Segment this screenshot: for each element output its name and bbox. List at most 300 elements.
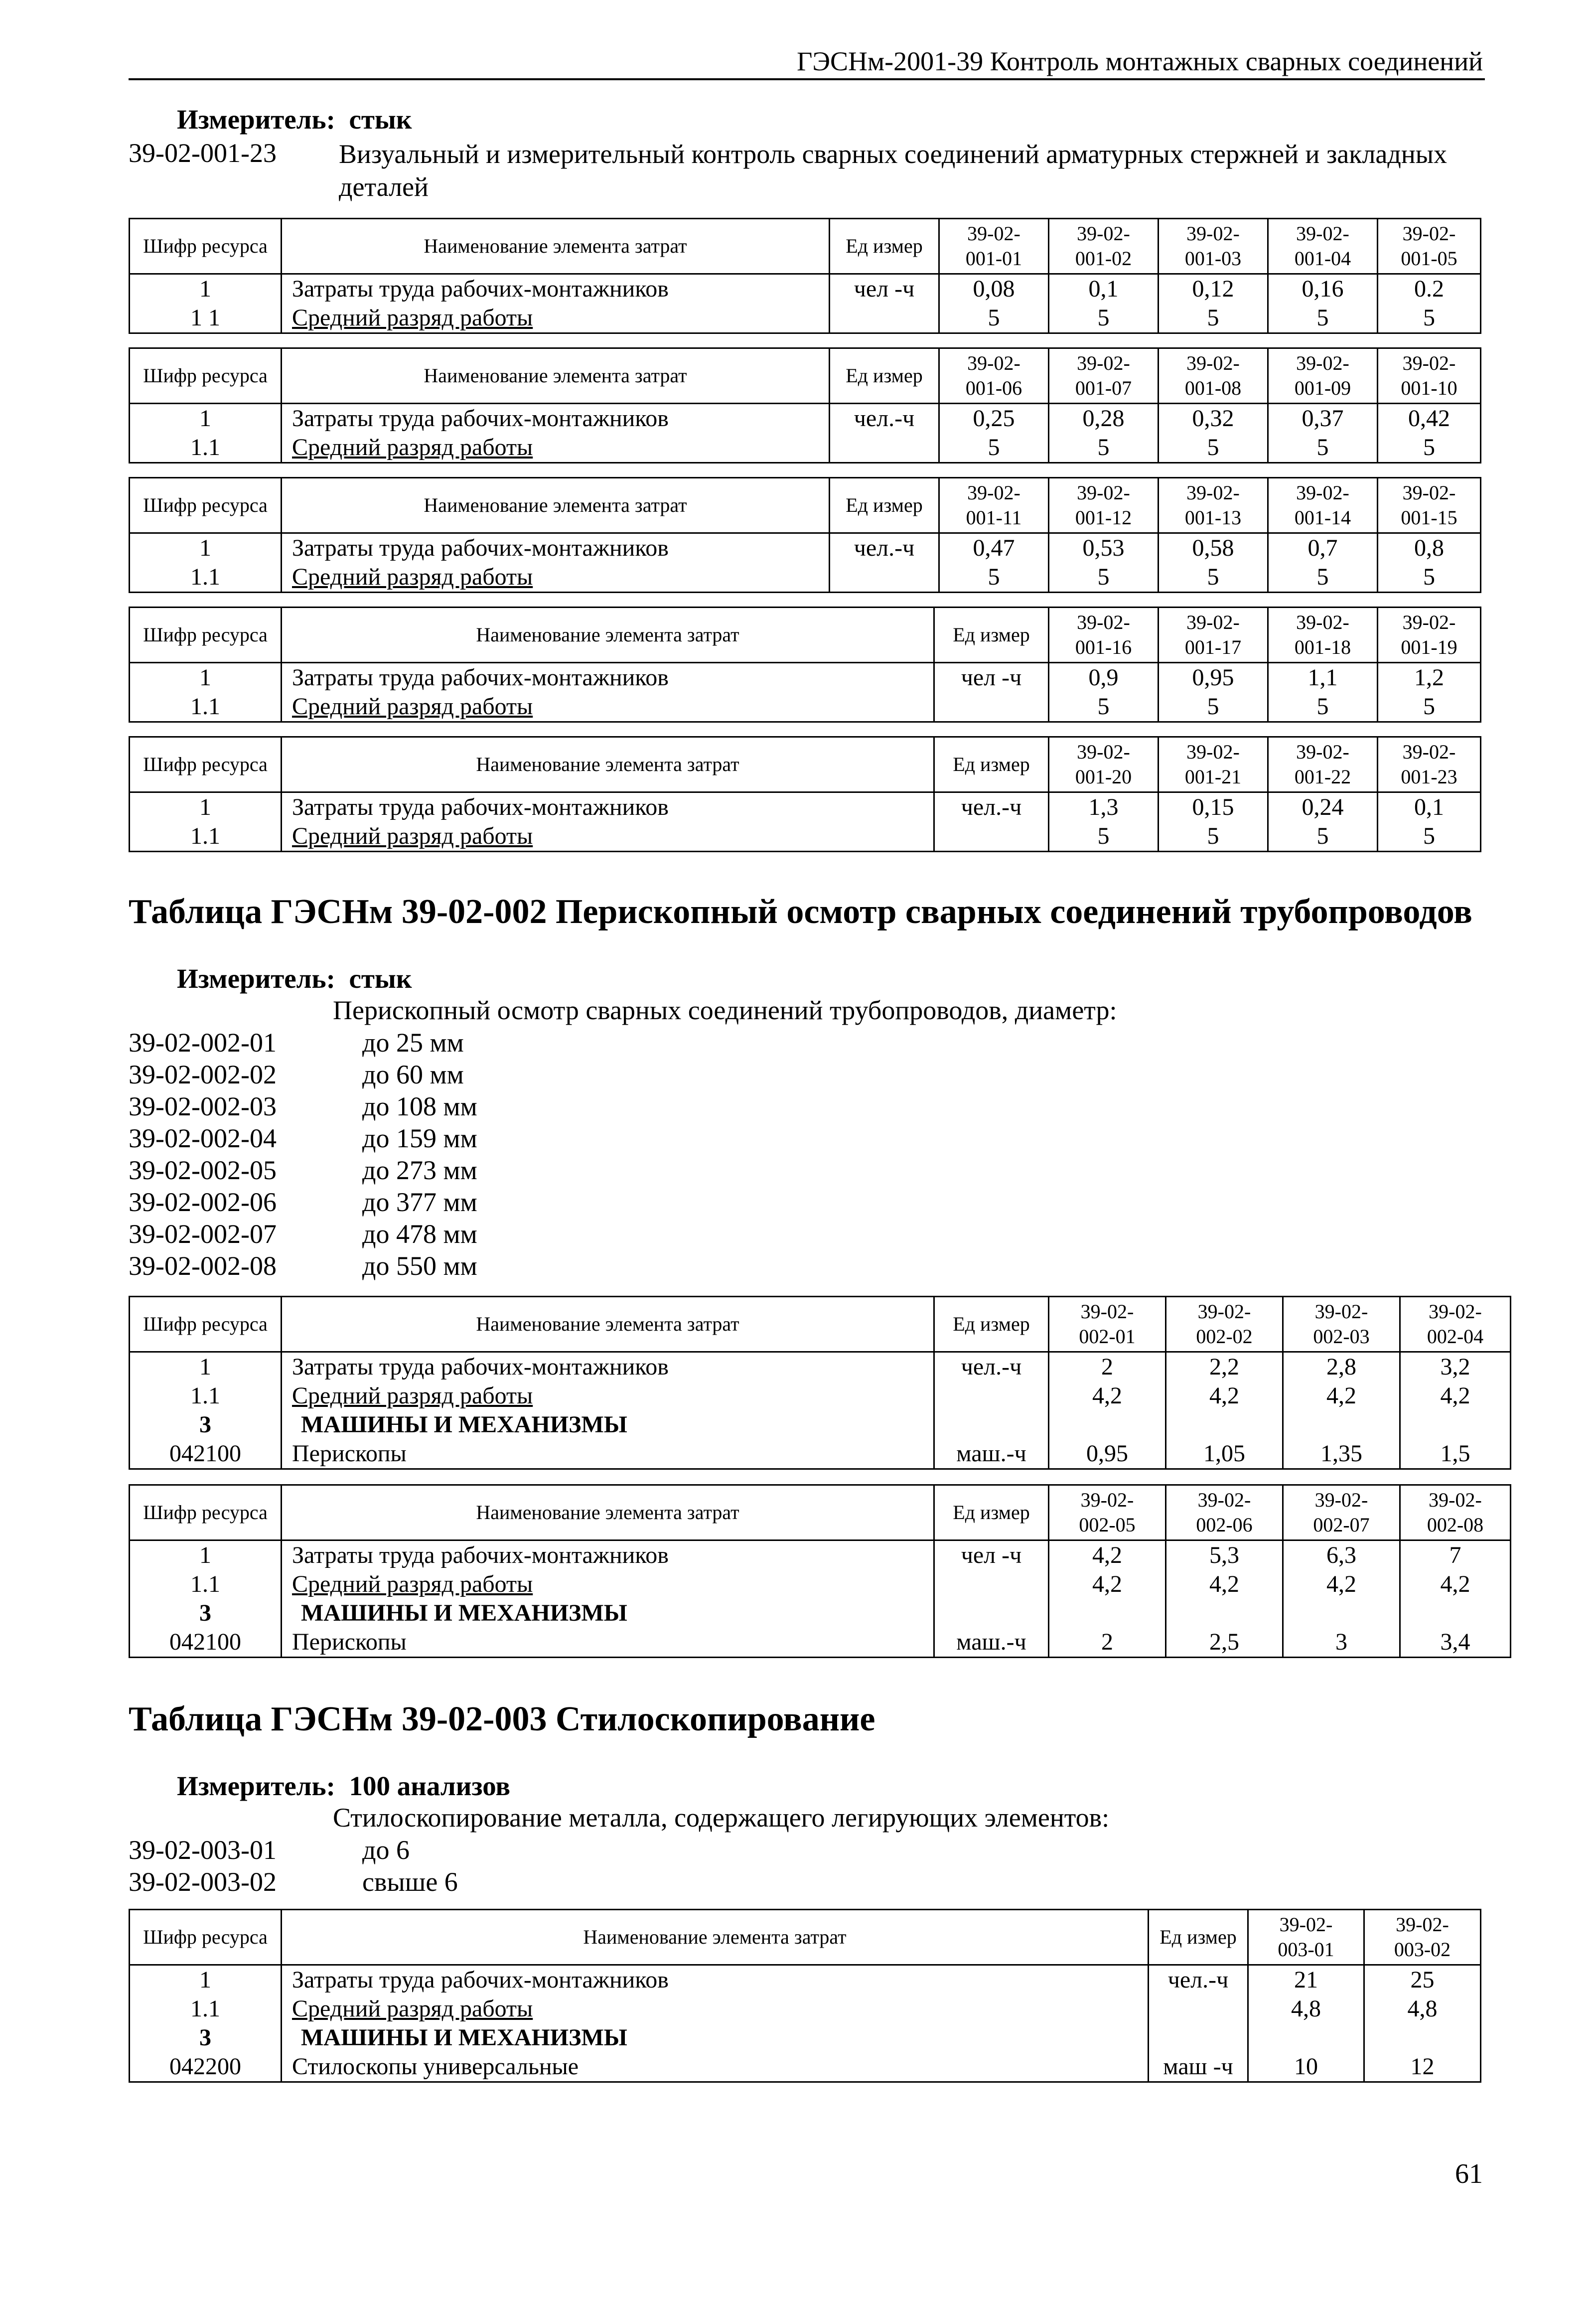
header-resource-code: Шифр ресурса — [130, 219, 282, 274]
norm-code-bottom: 002-02 — [1196, 1325, 1253, 1348]
unit — [934, 1410, 1049, 1439]
header-resource-code: Шифр ресурса — [130, 348, 282, 404]
resource-code: 1.1 — [130, 1570, 282, 1599]
norm-value: 5 — [939, 563, 1049, 593]
meter-value: стык — [349, 104, 412, 135]
norm-value: 5 — [1268, 692, 1378, 722]
list-item-text: до 60 мм — [362, 1060, 464, 1089]
norm-value: 0,47 — [939, 533, 1049, 563]
header-unit: Ед измер — [934, 608, 1049, 663]
norm-code-bottom: 002-01 — [1079, 1325, 1136, 1348]
group-heading: МАШИНЫ И МЕХАНИЗМЫ — [282, 1410, 934, 1439]
norm-code-top: 39-02- — [967, 352, 1020, 374]
element-name: Средний разряд работы — [282, 304, 830, 333]
norm-code-bottom: 001-10 — [1401, 377, 1457, 399]
element-name: Средний разряд работы — [282, 822, 934, 852]
header-resource-code: Шифр ресурса — [130, 1910, 282, 1965]
unit: маш.-ч — [934, 1628, 1049, 1658]
header-element-name: Наименование элемента затрат — [282, 478, 830, 533]
norm-value: 2,2 — [1166, 1352, 1283, 1382]
norm-code-bottom: 001-11 — [966, 506, 1022, 529]
meter-label: Измеритель: — [177, 963, 335, 994]
norm-value: 5 — [939, 433, 1049, 463]
header-resource-code: Шифр ресурса — [130, 1297, 282, 1352]
norm-value: 4,2 — [1283, 1570, 1400, 1599]
norm-value: 1,2 — [1378, 663, 1481, 693]
header-norm-code — [1049, 478, 1159, 533]
norm-value: 5 — [1159, 563, 1268, 593]
norm-value: 4,2 — [1166, 1381, 1283, 1410]
element-name: Затраты труда рабочих-монтажников — [282, 1352, 934, 1382]
norm-value: 12 — [1364, 2052, 1481, 2082]
norm-value — [1049, 1599, 1166, 1628]
element-name: Затраты труда рабочих-монтажников — [282, 533, 830, 563]
norm-code-bottom: 001-13 — [1184, 506, 1242, 529]
list-item-code: 39-02-003-02 — [129, 1867, 277, 1897]
element-name: Перископы — [282, 1628, 934, 1658]
norm-value: 2 — [1049, 1628, 1166, 1658]
norm-value: 5 — [1159, 692, 1268, 722]
header-resource-code: Шифр ресурса — [130, 608, 282, 663]
norms-table — [129, 1484, 1511, 1658]
norm-value: 0,8 — [1378, 533, 1481, 563]
norm-value: 0,37 — [1268, 404, 1378, 434]
element-name: Перископы — [282, 1439, 934, 1469]
norms-table — [129, 218, 1481, 334]
norm-code-bottom: 001-02 — [1075, 247, 1132, 270]
table-row — [130, 1965, 1481, 1995]
norm-value: 0,1 — [1049, 274, 1159, 304]
resource-code: 1.1 — [130, 692, 282, 722]
unit — [830, 563, 939, 593]
header-norm-code — [1049, 1485, 1166, 1540]
table-row — [130, 1381, 1511, 1410]
norm-code-top: 39-02- — [967, 222, 1020, 245]
header-norm-code — [1049, 737, 1159, 792]
table-row — [130, 433, 1481, 463]
norms-table — [129, 1296, 1511, 1470]
unit — [934, 1381, 1049, 1410]
norm-code-bottom: 002-05 — [1079, 1514, 1136, 1536]
list-item-code: 39-02-002-04 — [129, 1123, 277, 1153]
norm-code-bottom: 002-08 — [1427, 1514, 1484, 1536]
norm-code-top: 39-02- — [1077, 481, 1130, 504]
table-row — [130, 2052, 1481, 2082]
norm-value: 6,3 — [1283, 1540, 1400, 1570]
table-row — [130, 1599, 1511, 1628]
norm-value: 0,1 — [1378, 792, 1481, 822]
unit: чел.-ч — [934, 1352, 1049, 1382]
norm-value: 2,5 — [1166, 1628, 1283, 1658]
norm-value: 5 — [1378, 692, 1481, 722]
norm-code-top: 39-02- — [1429, 1300, 1482, 1323]
norm-code-top: 39-02- — [1296, 222, 1349, 245]
resource-code: 042100 — [130, 1439, 282, 1469]
resource-code: 1 1 — [130, 304, 282, 333]
norm-value: 5 — [1268, 304, 1378, 333]
norm-value: 5 — [1378, 563, 1481, 593]
norm-code-bottom: 001-21 — [1184, 766, 1242, 788]
header-norm-code — [1400, 1297, 1511, 1352]
norm-value: 0,25 — [939, 404, 1049, 434]
norm-value: 4,2 — [1400, 1381, 1511, 1410]
header-norm-code — [1166, 1297, 1283, 1352]
norm-value: 0,24 — [1268, 792, 1378, 822]
norm-value — [1400, 1410, 1511, 1439]
unit — [1149, 2023, 1248, 2052]
norm-code-top: 39-02- — [1314, 1300, 1368, 1323]
norm-code-bottom: 001-14 — [1294, 506, 1351, 529]
header-unit: Ед измер — [934, 737, 1049, 792]
list-item-code: 39-02-002-02 — [129, 1060, 277, 1089]
list-item-text: до 550 мм — [362, 1251, 477, 1281]
norm-value: 3,2 — [1400, 1352, 1511, 1382]
header-unit: Ед измер — [1149, 1910, 1248, 1965]
norm-code-bottom: 001-17 — [1184, 636, 1242, 658]
resource-code: 042200 — [130, 2052, 282, 2082]
norm-value: 3 — [1283, 1628, 1400, 1658]
norm-value: 5 — [1049, 304, 1159, 333]
norm-value: 4,2 — [1049, 1540, 1166, 1570]
list-item-code: 39-02-002-01 — [129, 1028, 277, 1058]
header-norm-code — [1378, 737, 1481, 792]
list-item-text: до 377 мм — [362, 1187, 477, 1217]
header-norm-code — [1268, 348, 1378, 404]
norms-table — [129, 477, 1481, 593]
norm-code-top: 39-02- — [1296, 741, 1349, 763]
unit: маш -ч — [1149, 2052, 1248, 2082]
table-row — [130, 533, 1481, 563]
resource-code: 1.1 — [130, 1381, 282, 1410]
unit: чел -ч — [934, 663, 1049, 693]
norm-code-bottom: 001-20 — [1075, 766, 1132, 788]
resource-code: 3 — [130, 1410, 282, 1439]
norm-value: 5 — [1159, 433, 1268, 463]
norm-code-bottom: 002-07 — [1313, 1514, 1370, 1536]
norm-value: 25 — [1364, 1965, 1481, 1995]
header-element-name: Наименование элемента затрат — [282, 1297, 934, 1352]
item-description: Визуальный и измерительный контроль сварных соединений арматурных стержней и закладных деталей — [339, 139, 1448, 202]
resource-code: 042100 — [130, 1628, 282, 1658]
unit: чел.-ч — [830, 404, 939, 434]
element-name: Средний разряд работы — [282, 1570, 934, 1599]
resource-code: 1.1 — [130, 563, 282, 593]
norm-code-top: 39-02- — [1080, 1489, 1134, 1511]
norm-value: 4,8 — [1364, 1994, 1481, 2023]
header-resource-code: Шифр ресурса — [130, 478, 282, 533]
norm-code-top: 39-02- — [1279, 1913, 1333, 1936]
meter-value: стык — [349, 963, 412, 994]
norm-code-bottom: 001-18 — [1294, 636, 1351, 658]
norm-code-top: 39-02- — [1402, 222, 1456, 245]
header-norm-code — [1049, 1297, 1166, 1352]
header-element-name: Наименование элемента затрат — [282, 1910, 1149, 1965]
unit: маш.-ч — [934, 1439, 1049, 1469]
header-unit: Ед измер — [934, 1297, 1049, 1352]
table-row — [130, 304, 1481, 333]
table-row — [130, 1570, 1511, 1599]
resource-code: 1 — [130, 533, 282, 563]
header-norm-code — [939, 219, 1049, 274]
header-norm-code — [1283, 1297, 1400, 1352]
header-element-name: Наименование элемента затрат — [282, 737, 934, 792]
norm-code-top: 39-02- — [1402, 741, 1456, 763]
norm-value: 5 — [1378, 304, 1481, 333]
group-heading: МАШИНЫ И МЕХАНИЗМЫ — [282, 2023, 1149, 2052]
norm-value — [1400, 1599, 1511, 1628]
meter-line-2 — [177, 963, 412, 994]
norm-code-top: 39-02- — [1077, 741, 1130, 763]
header-norm-code — [1166, 1485, 1283, 1540]
norm-value — [1049, 1410, 1166, 1439]
header-norm-code — [1049, 348, 1159, 404]
norm-value: 0,08 — [939, 274, 1049, 304]
norm-value: 0,53 — [1049, 533, 1159, 563]
intro-text: Перископный осмотр сварных соединений трубопроводов, диаметр: — [333, 995, 1117, 1025]
meter-label: Измеритель: — [177, 104, 335, 135]
list-item-code: 39-02-002-07 — [129, 1219, 277, 1249]
unit: чел.-ч — [830, 533, 939, 563]
table-row — [130, 792, 1481, 822]
table-row — [130, 1540, 1511, 1570]
norm-code-top: 39-02- — [1296, 481, 1349, 504]
header-norm-code — [1159, 737, 1268, 792]
norm-code-top: 39-02- — [1186, 352, 1240, 374]
norm-value: 5 — [1049, 692, 1159, 722]
norm-code-top: 39-02- — [1186, 611, 1240, 633]
norm-code-top: 39-02- — [1396, 1913, 1449, 1936]
header-norm-code — [1049, 219, 1159, 274]
header-norm-code — [1268, 478, 1378, 533]
norm-value: 5 — [1268, 433, 1378, 463]
norm-code-top: 39-02- — [1186, 222, 1240, 245]
norm-value: 0,95 — [1049, 1439, 1166, 1469]
norms-table — [129, 736, 1481, 852]
table-row — [130, 1439, 1511, 1469]
norm-value: 0,28 — [1049, 404, 1159, 434]
element-name: Средний разряд работы — [282, 1994, 1149, 2023]
header-norm-code — [1378, 608, 1481, 663]
norm-code-bottom: 001-08 — [1184, 377, 1242, 399]
unit: чел -ч — [934, 1540, 1049, 1570]
norm-code-bottom: 002-06 — [1196, 1514, 1253, 1536]
resource-code: 1.1 — [130, 822, 282, 852]
norm-value: 4,2 — [1400, 1570, 1511, 1599]
element-name: Затраты труда рабочих-монтажников — [282, 404, 830, 434]
norm-code-top: 39-02- — [1296, 611, 1349, 633]
norm-code-top: 39-02- — [1402, 352, 1456, 374]
norms-table — [129, 347, 1481, 463]
norm-value: 2,8 — [1283, 1352, 1400, 1382]
norm-value — [1166, 1599, 1283, 1628]
header-element-name: Наименование элемента затрат — [282, 219, 830, 274]
norm-value: 5 — [1268, 822, 1378, 852]
table-row — [130, 1994, 1481, 2023]
norm-value: 7 — [1400, 1540, 1511, 1570]
list-item-code: 39-02-003-01 — [129, 1835, 277, 1865]
norm-code-bottom: 002-03 — [1313, 1325, 1370, 1348]
norm-value: 0,15 — [1159, 792, 1268, 822]
list-item-text: до 159 мм — [362, 1123, 477, 1153]
header-norm-code — [1378, 478, 1481, 533]
resource-code: 1 — [130, 1540, 282, 1570]
norm-code-top: 39-02- — [1402, 611, 1456, 633]
norm-code-bottom: 003-01 — [1278, 1938, 1334, 1961]
norm-code-top: 39-02- — [1077, 611, 1130, 633]
header-norm-code — [1159, 348, 1268, 404]
resource-code: 1 — [130, 792, 282, 822]
header-norm-code — [939, 478, 1049, 533]
norm-value: 0,12 — [1159, 274, 1268, 304]
element-name: Затраты труда рабочих-монтажников — [282, 663, 934, 693]
element-name: Стилоскопы универсальные — [282, 2052, 1149, 2082]
header-norm-code — [1159, 478, 1268, 533]
norm-value: 5,3 — [1166, 1540, 1283, 1570]
norm-value: 1,05 — [1166, 1439, 1283, 1469]
norm-value: 5 — [1049, 822, 1159, 852]
unit: чел.-ч — [934, 792, 1049, 822]
element-name: Затраты труда рабочих-монтажников — [282, 274, 830, 304]
norm-code-bottom: 001-05 — [1401, 247, 1457, 270]
norm-code-bottom: 001-06 — [965, 377, 1022, 399]
norm-code-bottom: 001-23 — [1401, 766, 1457, 788]
element-name: Средний разряд работы — [282, 1381, 934, 1410]
norm-code-bottom: 001-12 — [1075, 506, 1132, 529]
norm-value: 0.2 — [1378, 274, 1481, 304]
norm-value: 5 — [1268, 563, 1378, 593]
norm-value — [1166, 1410, 1283, 1439]
norm-value: 5 — [1378, 822, 1481, 852]
norm-value: 4,2 — [1283, 1381, 1400, 1410]
header-norm-code — [1248, 1910, 1364, 1965]
norm-value: 5 — [1159, 304, 1268, 333]
unit — [934, 1599, 1049, 1628]
unit: чел.-ч — [1149, 1965, 1248, 1995]
list-item-code: 39-02-002-03 — [129, 1091, 277, 1121]
element-name: Затраты труда рабочих-монтажников — [282, 792, 934, 822]
norm-value — [1283, 1599, 1400, 1628]
header-norm-code — [1268, 219, 1378, 274]
norm-value: 0,16 — [1268, 274, 1378, 304]
table-row — [130, 822, 1481, 852]
header-norm-code — [1268, 737, 1378, 792]
norm-code-bottom: 001-01 — [965, 247, 1022, 270]
header-rule — [129, 78, 1485, 80]
norm-code-bottom: 001-16 — [1075, 636, 1132, 658]
norm-value: 0,9 — [1049, 663, 1159, 693]
table-title: Таблица ГЭСНм 39-02-003 Стилоскопирование — [129, 1700, 875, 1738]
element-name: Затраты труда рабочих-монтажников — [282, 1540, 934, 1570]
header-norm-code — [1364, 1910, 1481, 1965]
unit — [1149, 1994, 1248, 2023]
unit — [830, 433, 939, 463]
resource-code: 1 — [130, 1352, 282, 1382]
intro-text: Стилоскопирование металла, содержащего легирующих элементов: — [333, 1803, 1110, 1833]
list-item-code: 39-02-002-06 — [129, 1187, 277, 1217]
norm-value: 4,2 — [1166, 1570, 1283, 1599]
norm-code-top: 39-02- — [1296, 352, 1349, 374]
header-norm-code — [1268, 608, 1378, 663]
norm-code-bottom: 001-04 — [1294, 247, 1351, 270]
header-element-name: Наименование элемента затрат — [282, 608, 934, 663]
norm-code-bottom: 001-07 — [1075, 377, 1132, 399]
resource-code: 1.1 — [130, 433, 282, 463]
norm-code-bottom: 001-03 — [1184, 247, 1242, 270]
resource-code: 1.1 — [130, 1994, 282, 2023]
norm-value: 0,58 — [1159, 533, 1268, 563]
table-row — [130, 1628, 1511, 1658]
norm-value: 21 — [1248, 1965, 1364, 1995]
header-norm-code — [1378, 219, 1481, 274]
header-element-name: Наименование элемента затрат — [282, 348, 830, 404]
table-row — [130, 274, 1481, 304]
unit — [830, 304, 939, 333]
norm-code-top: 39-02- — [1197, 1489, 1251, 1511]
norm-code-top: 39-02- — [1314, 1489, 1368, 1511]
norm-code-bottom: 003-02 — [1394, 1938, 1451, 1961]
norm-value: 0,42 — [1378, 404, 1481, 434]
unit: чел -ч — [830, 274, 939, 304]
header-norm-code — [1283, 1485, 1400, 1540]
norm-value: 3,4 — [1400, 1628, 1511, 1658]
header-norm-code — [1049, 608, 1159, 663]
norm-code-top: 39-02- — [1402, 481, 1456, 504]
table-row — [130, 663, 1481, 693]
norm-code-bottom: 002-04 — [1427, 1325, 1484, 1348]
norm-value: 5 — [1378, 433, 1481, 463]
page-number: 61 — [1455, 2158, 1483, 2189]
norm-value: 5 — [1159, 822, 1268, 852]
header-norm-code — [1159, 219, 1268, 274]
element-name: Средний разряд работы — [282, 563, 830, 593]
resource-code: 1 — [130, 274, 282, 304]
norm-value: 1,35 — [1283, 1439, 1400, 1469]
header-unit: Ед измер — [934, 1485, 1049, 1540]
norms-table — [129, 607, 1481, 723]
norm-value: 1,1 — [1268, 663, 1378, 693]
list-item-text: до 273 мм — [362, 1155, 477, 1185]
norm-value: 1,5 — [1400, 1439, 1511, 1469]
norm-value: 4,2 — [1049, 1570, 1166, 1599]
table-row — [130, 563, 1481, 593]
norm-value: 5 — [1049, 433, 1159, 463]
table-row — [130, 404, 1481, 434]
meter-line-1 — [177, 104, 412, 135]
element-name: Средний разряд работы — [282, 692, 934, 722]
resource-code: 1 — [130, 1965, 282, 1995]
norm-value: 0,32 — [1159, 404, 1268, 434]
norms-table — [129, 1909, 1481, 2083]
header-norm-code — [1400, 1485, 1511, 1540]
table-title: Таблица ГЭСНм 39-02-002 Перископный осмотр сварных соединений трубопроводов — [129, 893, 1472, 931]
list-item-text: до 6 — [362, 1835, 410, 1865]
resource-code: 1 — [130, 404, 282, 434]
running-header: ГЭСНм-2001-39 Контроль монтажных сварных соединений — [797, 46, 1483, 76]
header-norm-code — [1159, 608, 1268, 663]
norm-value — [1364, 2023, 1481, 2052]
norm-code-bottom: 001-09 — [1294, 377, 1351, 399]
table-row — [130, 2023, 1481, 2052]
header-unit: Ед измер — [830, 348, 939, 404]
header-unit: Ед измер — [830, 478, 939, 533]
unit — [934, 692, 1049, 722]
norm-value: 4,8 — [1248, 1994, 1364, 2023]
list-item-text: до 478 мм — [362, 1219, 477, 1249]
header-element-name: Наименование элемента затрат — [282, 1485, 934, 1540]
norm-value: 4,2 — [1049, 1381, 1166, 1410]
table-row — [130, 692, 1481, 722]
unit — [934, 822, 1049, 852]
